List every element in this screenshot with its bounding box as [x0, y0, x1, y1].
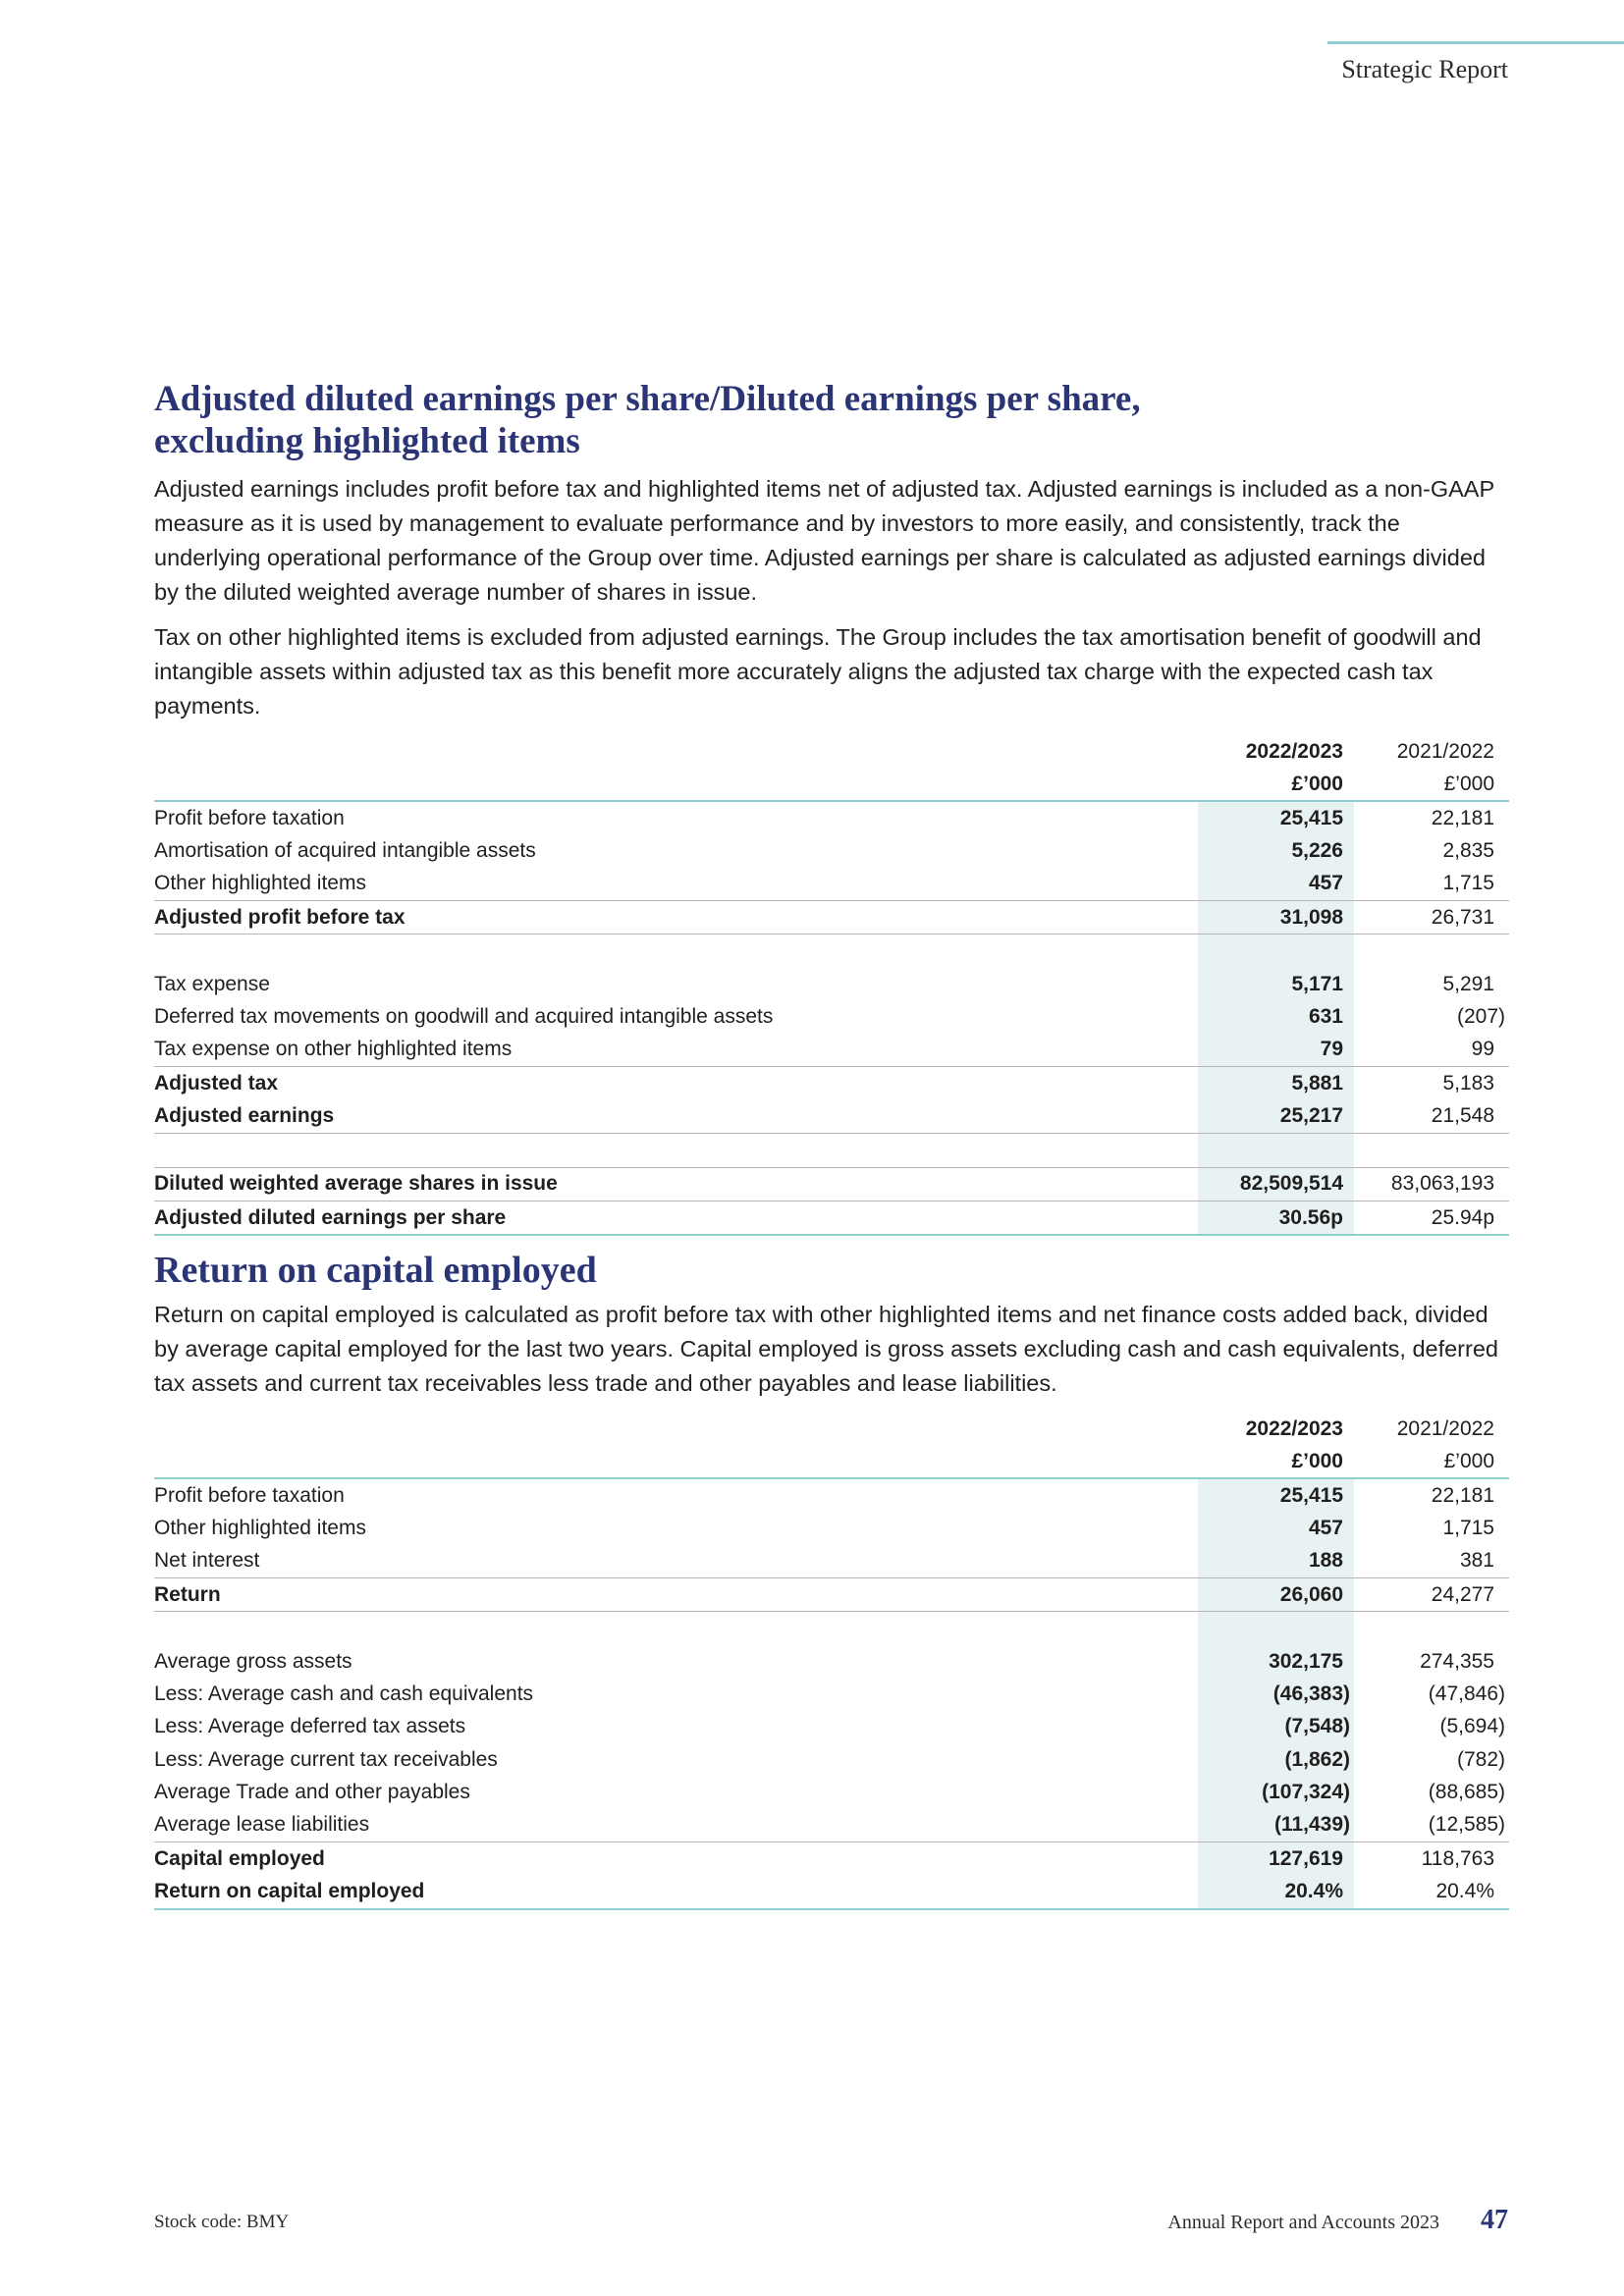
eps-title-line2: excluding highlighted items: [154, 421, 580, 461]
table-row: Average Trade and other payables (107,324) (88,685): [154, 1781, 1505, 1804]
table-row: Less: Average current tax receivables (1,862) (782): [154, 1747, 1505, 1771]
page-number: 47: [1481, 2205, 1508, 2235]
section-label: Strategic Report: [1341, 55, 1508, 83]
roce-table-header-unit: [154, 1445, 1509, 1479]
col-current-unit: £’000: [1291, 1449, 1343, 1472]
header-rule: [1327, 41, 1624, 44]
col-prior-year: 2021/2022: [1396, 739, 1494, 763]
stock-code: Stock code: BMY: [154, 2212, 290, 2232]
table-row-total: Return on capital employed 20.4% 20.4%: [154, 1875, 1509, 1909]
table-row-total: Return 26,060 24,277: [154, 1578, 1509, 1612]
eps-table-header-unit: [154, 768, 1509, 802]
roce-paragraph: Return on capital employed is calculated as profit before tax with other highlighted items and net finance costs added back, divided by average capital employed for the last two years. Capital employed is gross assets excluding cash and cash equivalents, deferred tax assets and current tax receivables less trade and other payables and lease liabilities.: [154, 1302, 1498, 1396]
col-prior-unit: £’000: [1443, 772, 1494, 795]
table-row: Tax expense on other highlighted items 79 99: [154, 1034, 1509, 1067]
roce-section: [154, 1249, 1509, 1910]
table-row: Profit before taxation 25,415 22,181: [154, 806, 1494, 829]
table-row: Net interest 188 381: [154, 1545, 1509, 1578]
table-row-total: Adjusted diluted earnings per share 30.56p 25.94p: [154, 1201, 1509, 1236]
roce-table: [154, 1413, 1509, 1910]
col-prior-year: 2021/2022: [1396, 1416, 1494, 1440]
table-row: Deferred tax movements on goodwill and acquired intangible assets 631 (207): [154, 1005, 1505, 1029]
eps-title-line1: Adjusted diluted earnings per share/Diluted earnings per share,: [154, 379, 1141, 419]
table-row-total: Adjusted earnings 25,217 21,548: [154, 1099, 1509, 1133]
table-row-total: Adjusted tax 5,881 5,183: [154, 1071, 1494, 1095]
eps-table-header-year: [154, 735, 1509, 768]
table-row: Amortisation of acquired intangible assets 5,226 2,835: [154, 838, 1494, 862]
col-current-year: 2022/2023: [1245, 1416, 1343, 1440]
roce-title: Return on capital employed: [154, 1250, 597, 1291]
table-row: Other highlighted items 457 1,715: [154, 1516, 1494, 1539]
eps-paragraph-2: Tax on other highlighted items is excluded from adjusted earnings. The Group includes the tax amortisation benefit of goodwill and intangible assets within adjusted tax as this benefit more accurately aligns the adjusted tax charge with the expected cash tax payments.: [154, 624, 1482, 719]
eps-title: [154, 378, 1509, 462]
eps-table: [154, 735, 1509, 1236]
table-row: Profit before taxation 25,415 22,181: [154, 1483, 1494, 1507]
table-row: Less: Average deferred tax assets (7,548) (5,694): [154, 1715, 1505, 1738]
table-spacer: [154, 1612, 1509, 1645]
col-current-year: 2022/2023: [1245, 739, 1343, 763]
table-spacer: [154, 1134, 1509, 1168]
table-row: Average lease liabilities (11,439) (12,585): [154, 1809, 1509, 1842]
table-spacer: [154, 934, 1509, 968]
table-row: Less: Average cash and cash equivalents (46,383) (47,846): [154, 1682, 1505, 1706]
publication-title: Annual Report and Accounts 2023: [1167, 2212, 1439, 2233]
table-row-total: Diluted weighted average shares in issue 82,509,514 83,063,193: [154, 1168, 1509, 1201]
col-current-unit: £’000: [1291, 772, 1343, 795]
roce-table-header-year: [154, 1413, 1509, 1445]
table-row-total: Adjusted profit before tax 31,098 26,731: [154, 901, 1509, 934]
table-row: Tax expense 5,171 5,291: [154, 972, 1494, 995]
eps-paragraph-1: Adjusted earnings includes profit before tax and highlighted items net of adjusted tax. Adjusted earnings is included as a non-GAAP measure as it is used by management to evaluate performance and by investors to more easily, and consistently, track the underlying operational performance of the Group over time. Adjusted earnings per share is calculated as adjusted earnings divided by the diluted weighted average number of shares in issue.: [154, 476, 1494, 605]
table-row: Other highlighted items 457 1,715: [154, 868, 1509, 901]
table-row: Average gross assets 302,175 274,355: [154, 1649, 1494, 1673]
col-prior-unit: £’000: [1443, 1449, 1494, 1472]
eps-section: [154, 378, 1509, 1236]
table-row-total: Capital employed 127,619 118,763: [154, 1846, 1494, 1870]
